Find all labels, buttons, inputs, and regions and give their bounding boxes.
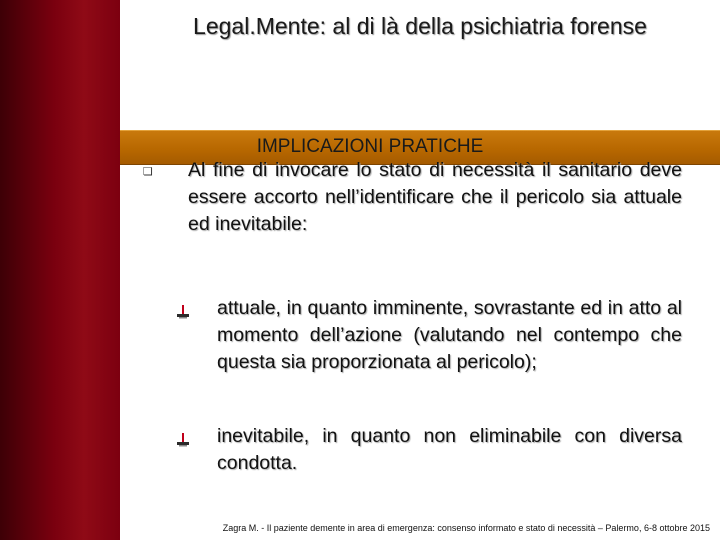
hollow-square-icon: ❏: [143, 166, 153, 178]
cross-arrow-icon: [176, 305, 190, 319]
left-decorative-band: [0, 0, 120, 540]
section-label: IMPLICAZIONI PRATICHE: [256, 136, 484, 157]
cross-arrow-icon: [176, 433, 190, 447]
main-point-text: Al fine di invocare lo stato di necessità il sanitario deve essere accorto nell’identificare che il pericolo sia attuale ed inevitabile:: [188, 159, 682, 235]
sub-point-text: inevitabile, in quanto non eliminabile con diversa condotta.: [217, 425, 682, 474]
footer-citation: Zagra M. - Il paziente demente in area di emergenza: consenso informato e stato di necessità – Palermo, 6-8 ottobre 2015: [222, 523, 710, 533]
sub-point-text: attuale, in quanto imminente, sovrastante ed in atto al momento dell’azione (valutando nel contempo che questa sia proporzionata al pericolo);: [217, 297, 682, 373]
slide-title: Legal.Mente: al di là della psichiatria forense: [193, 13, 647, 39]
